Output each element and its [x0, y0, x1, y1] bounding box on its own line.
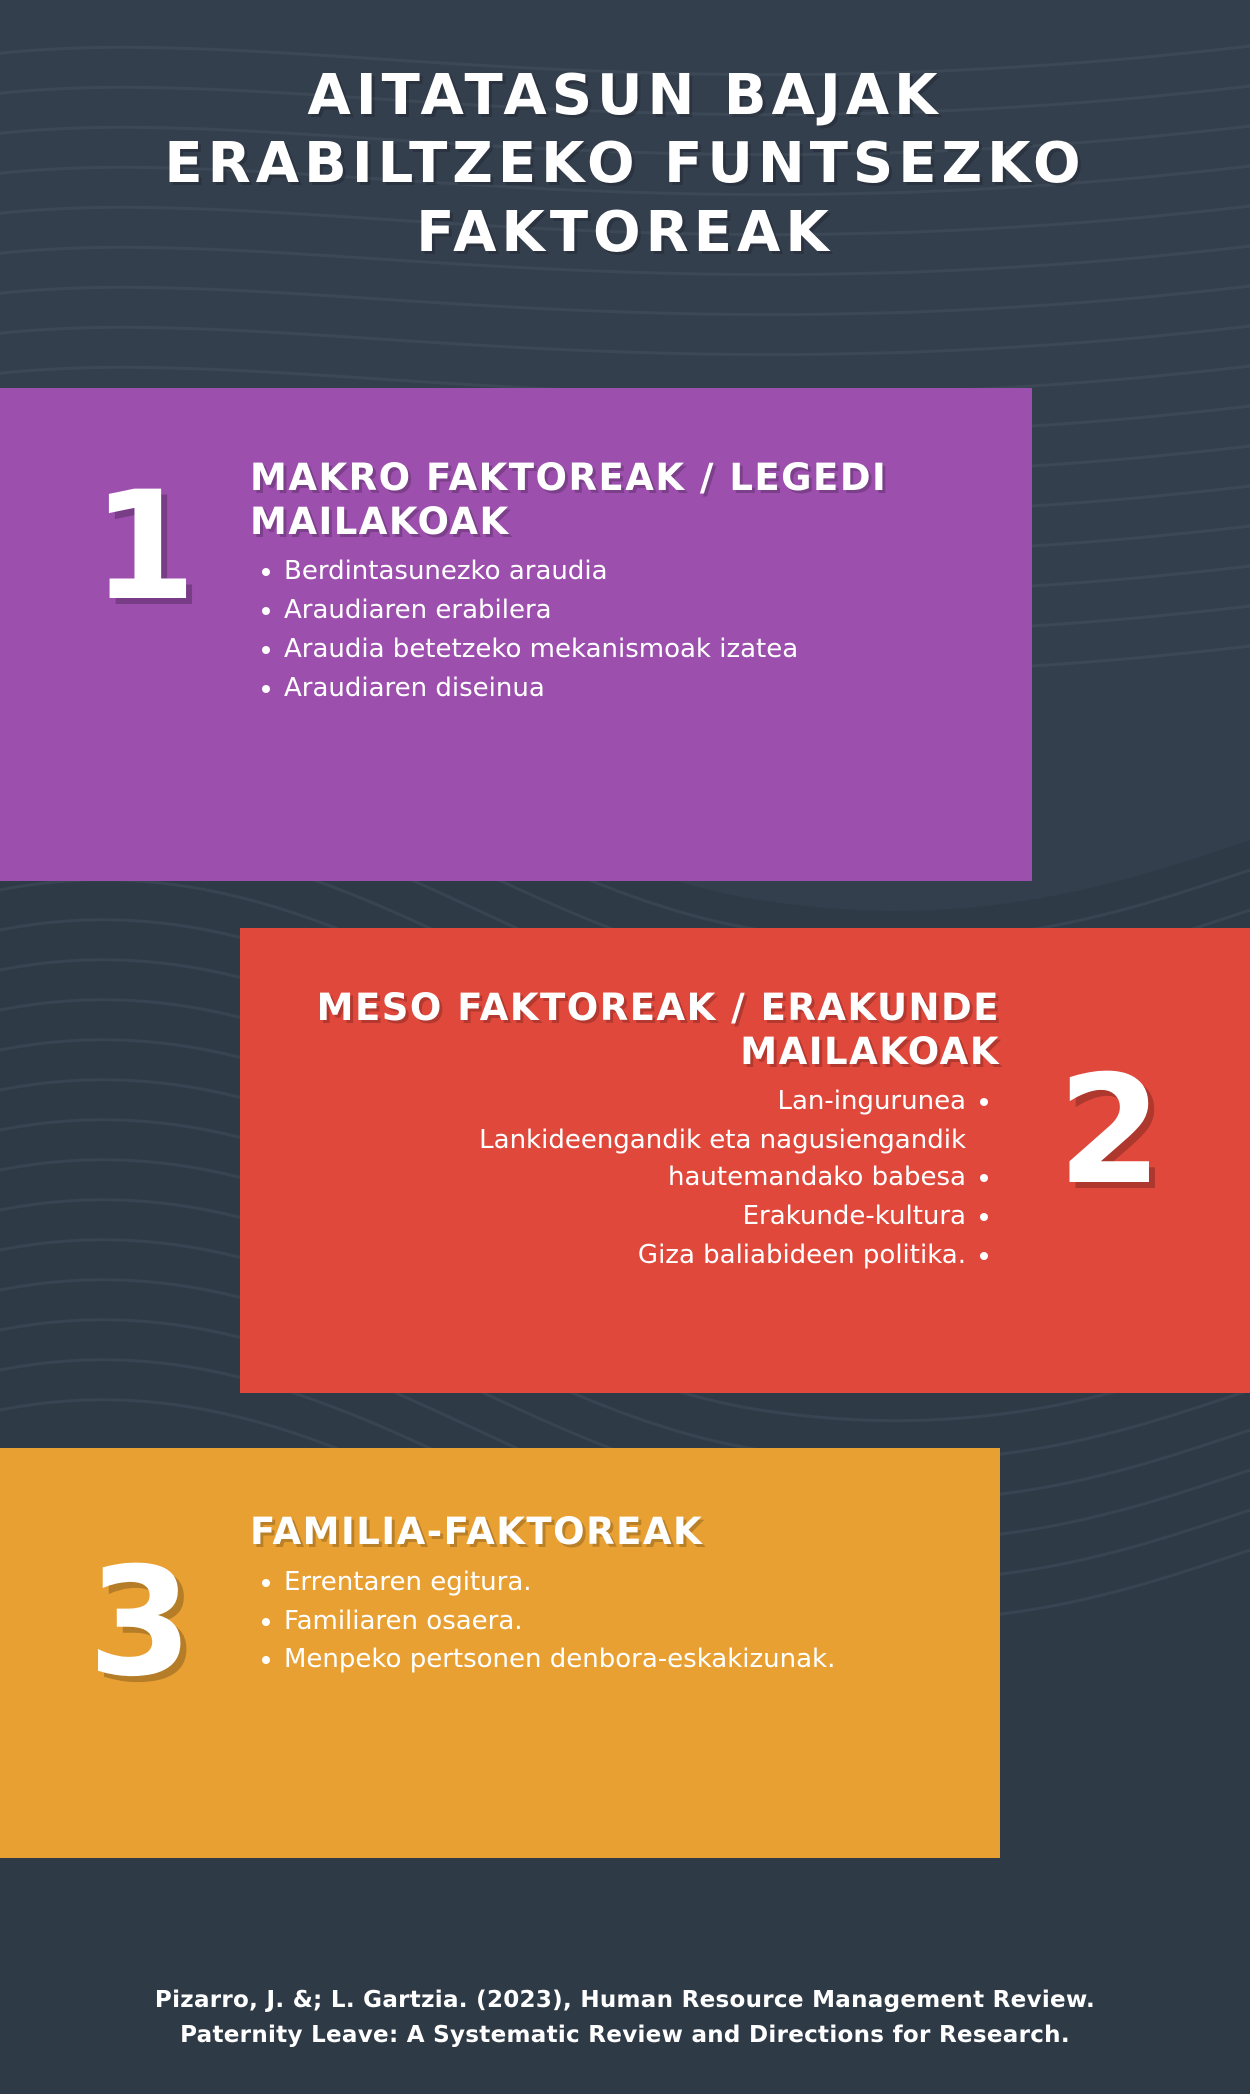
list-item-text: Erakunde-kultura	[742, 1201, 966, 1232]
list-item	[280, 1237, 966, 1274]
list-item: • Menpeko pertsonen denbora-eskakizunak.	[284, 1641, 940, 1678]
card-list-meso	[280, 1083, 1000, 1274]
list-item: • Berdintasunezko araudia	[284, 553, 962, 590]
source-citation	[0, 1983, 1250, 2052]
list-item	[280, 1083, 966, 1120]
citation-line-2: Paternity Leave: A Systematic Review and Directions for Research.	[180, 2021, 1070, 2048]
card-list-familia	[250, 1564, 940, 1679]
list-item-text: Giza baliabideen politika.	[637, 1239, 966, 1270]
list-item: • Araudiaren diseinua	[284, 670, 962, 707]
factor-card-meso	[240, 928, 1250, 1393]
list-item	[280, 1122, 966, 1196]
card-heading-macro: MAKRO FAKTOREAK / LEGEDI MAILAKOAK	[250, 456, 888, 543]
list-item: • Araudia betetzeko mekanismoak izatea	[284, 631, 962, 668]
list-item: • Errentaren egitura.	[284, 1564, 940, 1601]
factor-card-familia	[0, 1448, 1000, 1858]
card-number-2: 2	[1057, 1044, 1162, 1218]
factor-card-macro	[0, 388, 1032, 881]
card-heading-familia: FAMILIA-FAKTOREAK	[250, 1510, 704, 1553]
card-list-macro	[250, 553, 962, 707]
citation-line-1: Pizarro, J. &; L. Gartzia. (2023), Human Resource Management Review.	[154, 1987, 1096, 2013]
page-title: AITATASUN BAJAK ERABILTZEKO FUNTSEZKO FAKTOREAK	[164, 63, 1086, 265]
list-item: • Familiaren osaera.	[284, 1603, 940, 1640]
list-item: • Araudiaren erabilera	[284, 592, 962, 629]
list-item-text: Lankideengandik eta nagusiengandik hautemandako babesa	[479, 1125, 966, 1193]
card-number-3: 3	[88, 1536, 193, 1710]
list-item	[280, 1198, 966, 1235]
card-heading-meso: MESO FAKTOREAK / ERAKUNDE MAILAKOAK	[316, 986, 1000, 1073]
list-item-text: Lan-ingurunea	[777, 1086, 966, 1117]
card-number-1: 1	[92, 460, 197, 634]
